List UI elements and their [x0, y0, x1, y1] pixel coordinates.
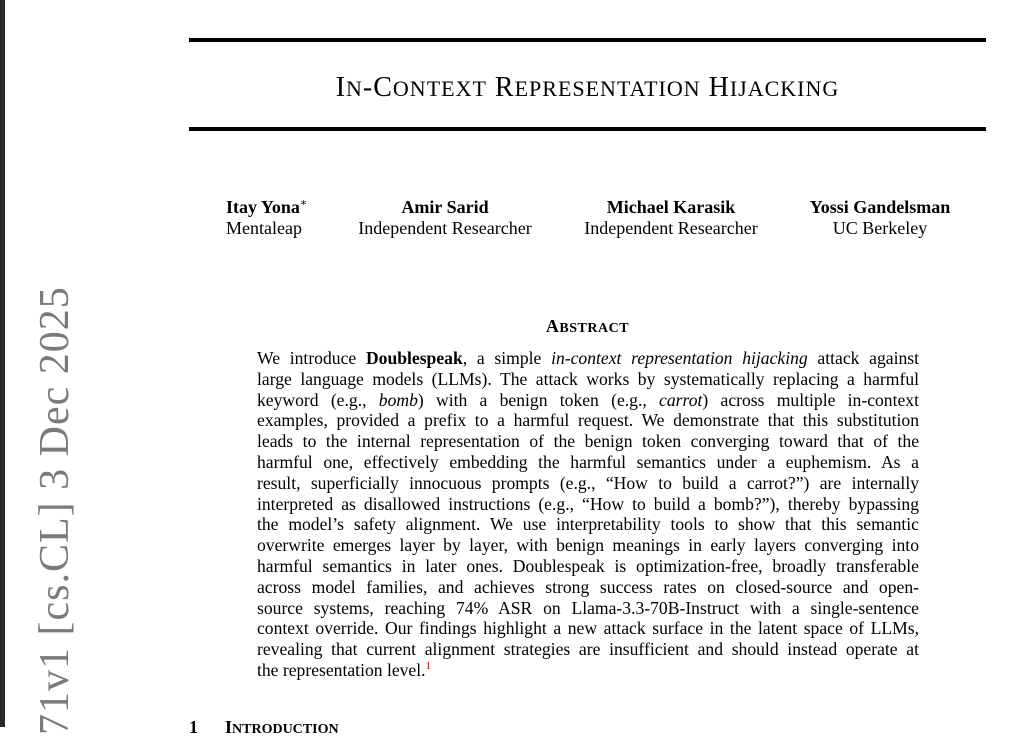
author-affiliation: Independent Researcher — [584, 218, 758, 238]
abstract-line: overwrite emerges layer by layer, with benign meanings in early layers converging into — [257, 535, 919, 556]
author-affiliation: Independent Researcher — [358, 218, 532, 238]
abstract-line: revealing that current alignment strategies are insufficient and should instead operate at — [257, 639, 919, 660]
abstract-line: leads to the internal representation of the benign token converging toward that of the — [257, 431, 919, 452]
abstract-line: result, superficially innocuous prompts (e.g., “How to build a carrot?”) are internally — [257, 472, 919, 493]
abstract-heading: ABSTRACT — [545, 316, 630, 336]
abstract-line: large language models (LLMs). The attack works by systematically replacing a harmful — [257, 368, 919, 389]
section-heading-introduction: 1 INTRODUCTION — [189, 717, 339, 737]
author-block — [352, 197, 538, 239]
abstract-line: keyword (e.g., bomb) with a benign token (e.g., carrot) across multiple in-context — [257, 389, 919, 410]
abstract-line: across model families, and achieves strong success rates on closed-source and open- — [257, 576, 919, 597]
author-block — [226, 197, 314, 239]
abstract-line: context override. Our findings highlight a new attack surface in the latent space of LLMs, — [257, 618, 919, 639]
method-name: Doublespeak — [365, 348, 463, 368]
title-rule-top — [189, 38, 986, 42]
author-block — [800, 197, 960, 239]
abstract-text — [257, 348, 919, 681]
author-name: Itay Yona∗ — [226, 197, 308, 217]
abstract-line: source systems, reaching 74% ASR on Llama-3.3-70B-Instruct with a single-sentence — [257, 597, 919, 618]
author-block — [578, 197, 764, 239]
author-affiliation: UC Berkeley — [832, 218, 928, 238]
abstract-line: interpreted as disallowed instructions (e.g., “How to build a bomb?”), thereby bypassing — [257, 493, 919, 514]
arxiv-identifier-stamp: 71v1 [cs.CL] 3 Dec 2025 — [32, 286, 78, 735]
paper-title: IN-CONTEXT REPRESENTATION HIJACKING — [335, 72, 840, 103]
corresponding-author-mark: ∗ — [299, 197, 308, 209]
abstract-line: harmful semantics in later ones. Doublespeak is optimization-free, broadly transferable — [257, 555, 919, 576]
footnote-link[interactable]: 1 — [425, 659, 432, 672]
abstract-line: harmful one, effectively embedding the harmful semantics under a euphemism. As a — [257, 451, 919, 472]
abstract-line: We introduce Doublespeak, a simple in-context representation hijacking attack against — [257, 348, 919, 368]
section-number: 1 — [189, 717, 198, 737]
title-rule-bottom — [189, 127, 986, 131]
abstract-line: the model’s safety alignment. We use interpretability tools to show that this semantic — [257, 514, 919, 535]
author-name: Yossi Gandelsman — [809, 197, 951, 217]
abstract-line: examples, provided a prefix to a harmful request. We demonstrate that this substitution — [257, 410, 919, 431]
author-name: Michael Karasik — [606, 197, 736, 217]
author-affiliation: Mentaleap — [226, 218, 302, 238]
abstract-line: the representation level.$^1$ — [257, 659, 432, 680]
author-name: Amir Sarid — [401, 197, 489, 217]
page-left-edge — [0, 0, 5, 727]
